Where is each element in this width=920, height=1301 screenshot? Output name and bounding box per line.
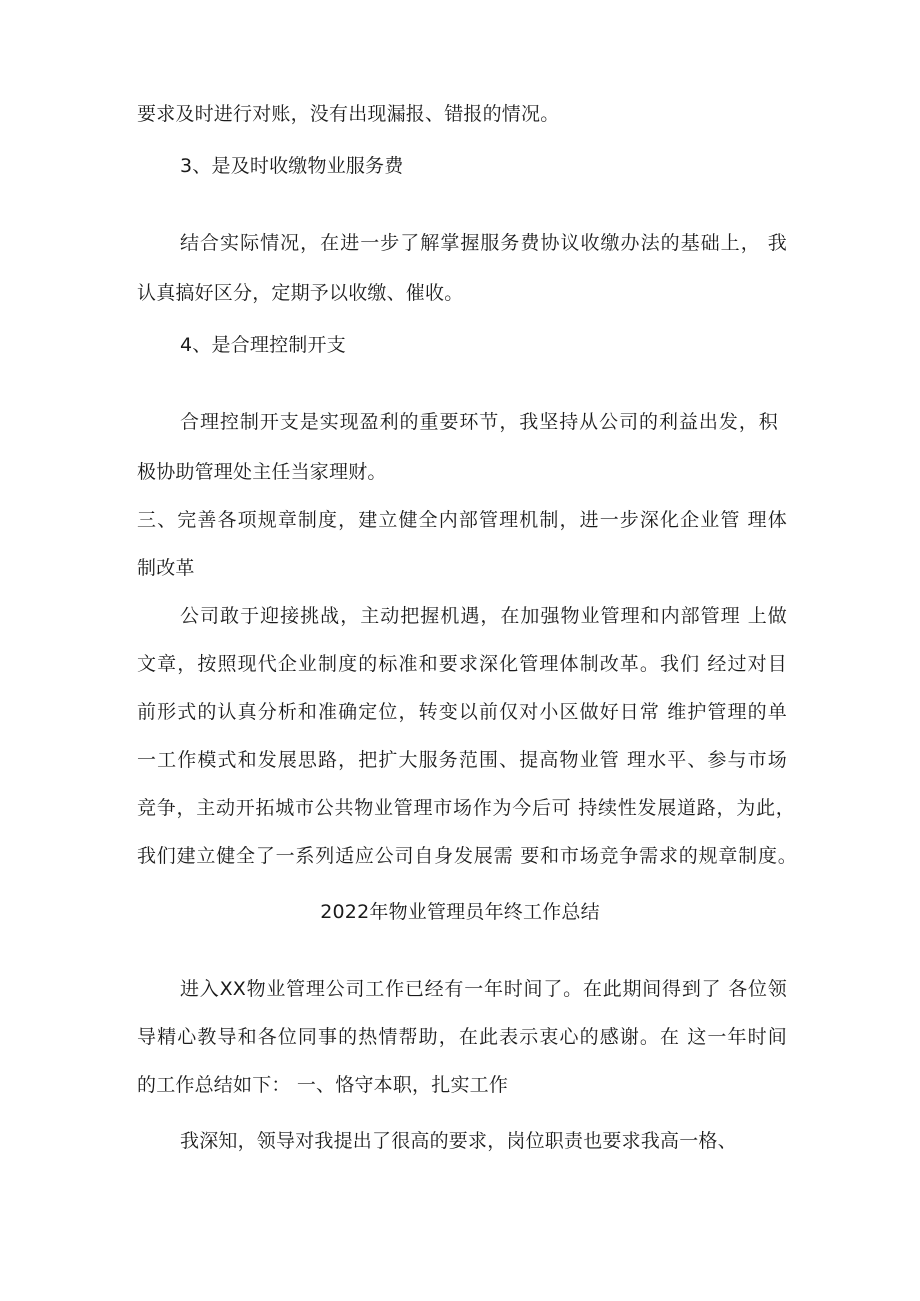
document-title: 2022年物业管理员年终工作总结 xyxy=(320,901,600,923)
text-line-12: 前形式的认真分析和准确定位，转变以前仅对小区做好日常 维护管理的单 xyxy=(137,701,787,723)
text-line-3: 结合实际情况，在进一步了解掌握服务费协议收缴办法的基础上， 我 xyxy=(180,232,787,254)
text-line-20: 我深知，领导对我提出了很高的要求，岗位职责也要求我高一格、 xyxy=(180,1130,737,1152)
text-line-18: 导精心教导和各位同事的热情帮助，在此表示衷心的感谢。在 这一年时间 xyxy=(137,1026,787,1048)
text-line-1: 要求及时进行对账，没有出现漏报、错报的情况。 xyxy=(137,103,560,125)
text-line-6: 合理控制开支是实现盈利的重要环节，我坚持从公司的利益出发，积 xyxy=(180,411,778,433)
text-line-4: 认真搞好区分，定期予以收缴、催收。 xyxy=(137,282,464,304)
section-heading-3-cont: 制改革 xyxy=(137,557,195,579)
text-line-7: 极协助管理处主任当家理财。 xyxy=(137,461,387,483)
text-line-13: 一工作模式和发展思路，把扩大服务范围、提高物业管 理水平、参与市场 xyxy=(137,749,787,771)
text-line-2: 3、是及时收缴物业服务费 xyxy=(180,155,404,177)
text-line-15: 我们建立健全了一系列适应公司自身发展需 要和市场竞争需求的规章制度。 xyxy=(137,845,797,867)
text-line-5: 4、是合理控制开支 xyxy=(180,334,346,356)
text-line-17: 进入XX物业管理公司工作已经有一年时间了。在此期间得到了 各位领 xyxy=(180,978,787,1000)
section-heading-3: 三、完善各项规章制度，建立健全内部管理机制，进一步深化企业管 理体 xyxy=(137,509,787,531)
text-line-19: 的工作总结如下： 一、恪守本职，扎实工作 xyxy=(137,1074,509,1096)
text-line-14: 竞争，主动开拓城市公共物业管理市场作为今后可 持续性发展道路，为此， xyxy=(137,797,795,819)
text-line-11: 文章，按照现代企业制度的标准和要求深化管理体制改革。我们 经过对目 xyxy=(137,653,787,675)
text-line-10: 公司敢于迎接挑战，主动把握机遇，在加强物业管理和内部管理 上做 xyxy=(180,605,787,627)
